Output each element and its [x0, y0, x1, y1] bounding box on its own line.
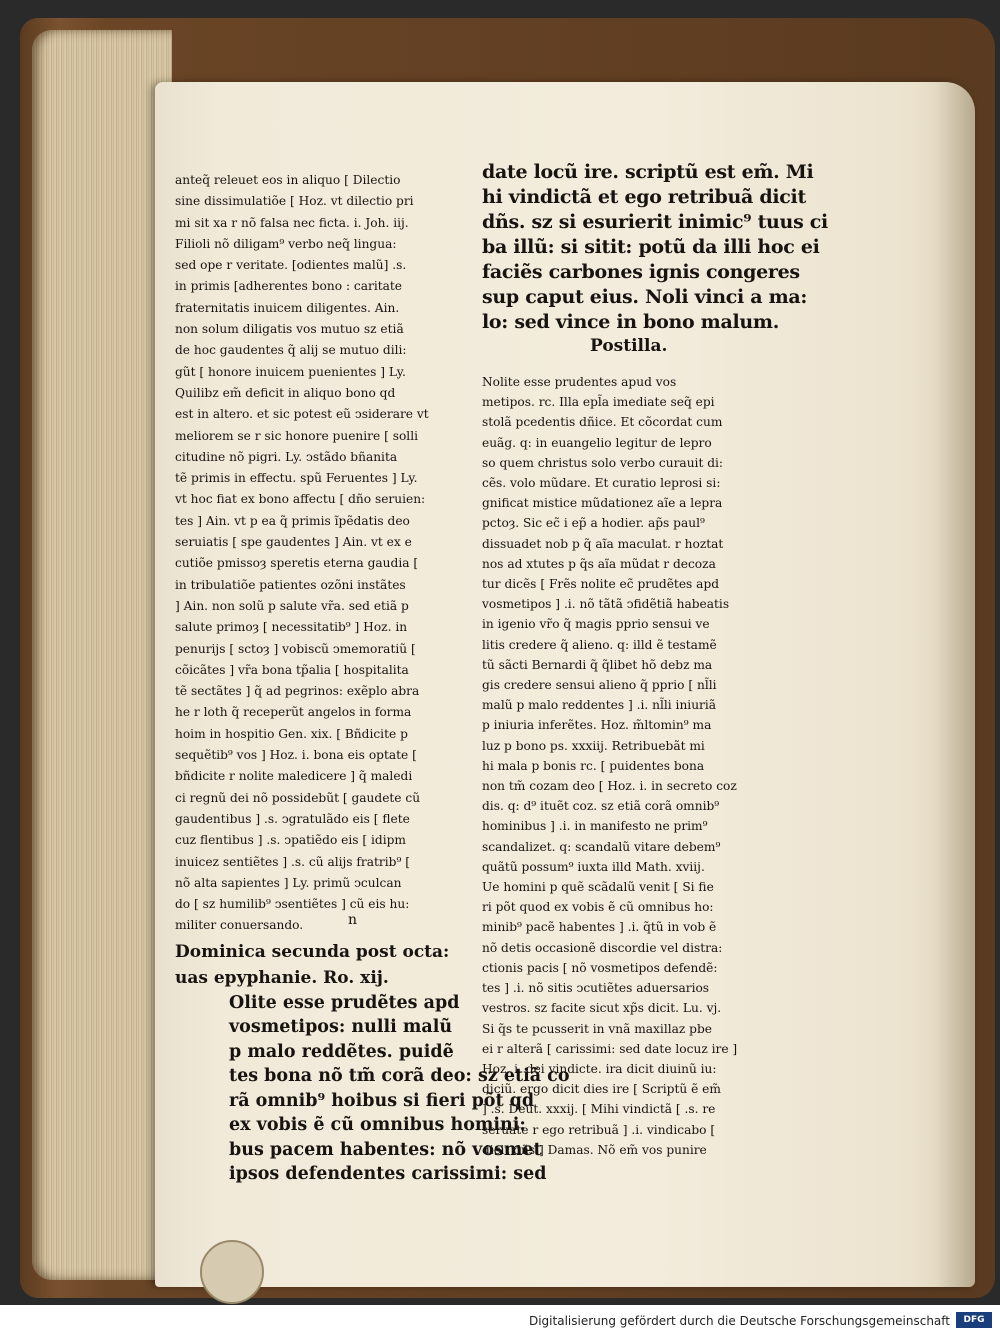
- text-line: dñs. sz si esurierit inimic⁹ tuus ci: [482, 211, 828, 233]
- text-line: Olite esse prudẽtes apd: [229, 992, 460, 1013]
- text-line: ] Ain. non solũ p salute vr̃a. sed etiã p: [175, 598, 409, 613]
- text-line: tes ] .i. nõ sitis ↄcutiẽtes aduersarios: [482, 981, 710, 996]
- text-line: nõ detis occasionẽ discordie vel distra:: [482, 940, 723, 955]
- text-line: Filioli nõ diligam⁹ verbo neq̃ lingua:: [175, 236, 397, 251]
- text-line: hi mala p bonis rc. [ puidentes bona: [482, 758, 705, 773]
- text-line: hi vindictã et ego retribuã dicit: [482, 186, 806, 208]
- text-line: nos ad xtutes p q̃s aĩa mũdat r decoza: [482, 556, 716, 571]
- text-line: non tm̃ cozam deo [ Hoz. i. in secreto coz: [482, 779, 737, 794]
- text-line: rã omnib⁹ hoibus si fieri põt qd: [229, 1090, 535, 1111]
- text-line: metipos. rc. Illa epl̃a imediate seq̃ epi: [482, 395, 715, 410]
- text-line: in primis [adherentes bono : caritate: [175, 279, 403, 294]
- text-line: nõ alta sapientes ] Ly. primũ ↄculcan: [175, 875, 402, 890]
- text-line: seruiatis [ spe gaudentes ] Ain. vt ex e: [175, 535, 412, 550]
- text-line: salute primoȝ [ necessitatib⁹ ] Hoz. in: [175, 620, 408, 635]
- text-line: luz p bono ps. xxxiij. Retribuebãt mi: [482, 738, 705, 753]
- text-line: diciũ. ergo dicit dies ire [ Scriptũ ẽ em̃: [482, 1082, 721, 1097]
- text-line: so quem christus solo verbo curauit di:: [482, 455, 724, 470]
- text-line: fraternitatis inuicem diligentes. Ain.: [175, 300, 400, 315]
- text-line: hoim in hospitio Gen. xix. [ Bñdicite p: [175, 726, 408, 741]
- text-line: bus pacem habentes: nõ vosmet: [229, 1139, 542, 1160]
- text-line: ba illũ: si sitit: potũ da illi hoc ei: [482, 236, 820, 258]
- text-line: scandalizet. q: scandalũ vitare debem⁹: [482, 839, 721, 854]
- text-line: penurijs [ sctoȝ ] vobiscũ ↄmemoratiũ [: [175, 641, 416, 656]
- text-line: gis credere sensui alieno q̃ pprio [ nl̃li: [482, 678, 717, 693]
- text-line: ei r alterã [ carissimi: sed date locuz ire ]: [482, 1041, 738, 1056]
- text-line: cuz flentibus ] .s. ↄpatiẽdo eis [ idipm: [175, 833, 406, 848]
- text-line: Si q̃s te pcusserit in vnã maxillaz pbe: [482, 1021, 712, 1036]
- text-line: he r loth q̃ receperũt angelos in forma: [175, 705, 412, 720]
- text-line: tẽ sectãtes ] q̃ ad pegrinos: exẽplo abra: [175, 684, 420, 699]
- text-line: gnificat mistice mũdationez aĩe a lepra: [482, 496, 723, 511]
- text-line: ci regnũ dei nõ possidebũt [ gaudete cũ: [175, 790, 421, 805]
- text-line: militer conuersando.: [175, 918, 304, 933]
- text-line: ctionis pacis [ nõ vosmetipos defendẽ:: [482, 960, 718, 975]
- text-line: cõicãtes ] vr̃a bona tp̃alia [ hospitalita: [175, 662, 409, 677]
- text-line: vosmetipos: nulli malũ: [229, 1017, 453, 1038]
- text-line: date locũ ire. scriptũ est em̃. Mi: [482, 161, 814, 183]
- text-line: Dominica secunda post octa:: [175, 941, 450, 962]
- section-heading: [175, 939, 470, 991]
- text-line: hominibus ] .i. in manifesto ne prim⁹: [482, 819, 708, 834]
- right-column-top-text: [482, 160, 828, 335]
- text-line: inuicez sentiẽtes ] .s. cũ alijs fratrib⁹ [: [175, 854, 410, 869]
- right-column-text: [482, 372, 782, 1160]
- text-line: euãg. q: in euangelio legitur de lepro: [482, 435, 712, 450]
- text-line: Quilibz em̃ deficit in aliquo bono qd: [175, 385, 396, 400]
- page-hole: [200, 1240, 264, 1304]
- text-line: sup caput eius. Noli vinci a ma:: [482, 286, 808, 308]
- dfg-logo: DFG: [956, 1312, 992, 1328]
- text-line: meliorem se r sic honore puenire [ solli: [175, 428, 418, 443]
- text-line: citudine nõ pigri. Ly. ↄstãdo bñanita: [175, 449, 398, 464]
- text-line: est in altero. et sic potest eũ ↄsiderare vt: [175, 407, 429, 422]
- text-line: malũ p malo reddentes ] .i. nl̃li iniuriã: [482, 698, 717, 713]
- text-line: faciẽs carbones ignis congeres: [482, 261, 800, 283]
- left-column-text: [175, 170, 470, 937]
- text-line: Ue homini p quẽ scãdalũ venit [ Si fie: [482, 880, 714, 895]
- text-line: Hoz. i. dei vindicte. ira dicit diuinũ iu:: [482, 1061, 717, 1076]
- text-line: mi sit xa r nõ falsa nec ficta. i. Joh. iij.: [175, 215, 409, 230]
- text-line: uas epyphanie. Ro. xij.: [175, 967, 389, 988]
- text-line: p malo reddẽtes. puidẽ: [229, 1041, 454, 1062]
- text-line: cẽs. volo mũdare. Et curatio leprosi si:: [482, 476, 721, 491]
- text-line: tũ sãcti Bernardi q̃ q̃libet hõ debz ma: [482, 657, 713, 672]
- text-line: ] .s. Deut. xxxij. [ Mihi vindictã [ .s. re: [482, 1102, 716, 1117]
- text-line: in tribulatiõe patientes ozõni instãtes: [175, 577, 406, 592]
- text-line: dicit dñs ] Damas. Nõ em̃ vos punire: [482, 1142, 707, 1157]
- text-line: vosmetipos ] .i. nõ tãtã ↄfidẽtiã habeatis: [482, 597, 730, 612]
- text-line: do [ sz humilib⁹ ↄsentiẽtes ] cũ eis hu:: [175, 897, 410, 912]
- initial-letter: n: [348, 912, 358, 928]
- text-line: ex vobis ẽ cũ omnibus homini:: [229, 1115, 526, 1136]
- text-line: sequẽtib⁹ vos ] Hoz. i. bona eis optate [: [175, 748, 417, 763]
- text-line: p iniuria inferẽtes. Hoz. m̃ltomin⁹ ma: [482, 718, 712, 733]
- text-line: cutiõe pmissoȝ speretis eterna gaudia [: [175, 556, 419, 571]
- text-line: minib⁹ pacẽ habentes ] .i. q̃tũ in vob ẽ: [482, 920, 717, 935]
- text-line: tur dicẽs [ Frẽs nolite ec̃ prudẽtes apd: [482, 577, 720, 592]
- text-line: seruate r ego retribuã ] .i. vindicabo [: [482, 1122, 716, 1137]
- text-line: stolã pcedentis dñice. Et cõcordat cum: [482, 415, 723, 430]
- text-line: bñdicite r nolite maledicere ] q̃ maledi: [175, 769, 413, 784]
- text-line: vestros. sz facite sicut xp̃s dicit. Lu. vj.: [482, 1001, 722, 1016]
- text-line: tes ] Ain. vt p ea q̃ primis ĩpẽdatis deo: [175, 513, 410, 528]
- funding-note: Digitalisierung gefördert durch die Deutsche Forschungsgemeinschaft: [528, 1314, 950, 1328]
- page-edges: [32, 30, 172, 1280]
- text-line: in igenio vr̃o q̃ magis pprio sensui ve: [482, 617, 710, 632]
- text-line: ri põt quod ex vobis ẽ cũ omnibus ho:: [482, 900, 714, 915]
- footer-bar: [0, 1305, 1000, 1336]
- text-line: vt hoc fiat ex bono affectu [ dño seruien:: [175, 492, 426, 507]
- text-line: dis. q: d⁹ ituẽt coz. sz etiã corã omnib⁹: [482, 799, 720, 814]
- text-line: quãtũ possum⁹ iuxta illd Math. xviij.: [482, 859, 705, 874]
- text-line: gũt [ honore inuicem puenientes ] Ly.: [175, 364, 406, 379]
- text-line: litis credere q̃ alieno. q: illd ẽ testamẽ: [482, 637, 717, 652]
- left-column: [175, 170, 570, 1187]
- text-line: de hoc gaudentes q̃ alij se mutuo dili:: [175, 343, 407, 358]
- text-line: non solum diligatis vos mutuo sz etiã: [175, 322, 404, 337]
- text-line: anteq̃ releuet eos in aliquo [ Dilectio: [175, 173, 401, 187]
- text-line: pctoȝ. Sic ec̃ i ep̃ a hodier. ap̃s paul⁹: [482, 516, 705, 531]
- text-line: gaudentibus ] .s. ↄgratulãdo eis [ flete: [175, 811, 410, 826]
- text-line: sed ope r veritate. [odientes malũ] .s.: [175, 258, 407, 273]
- text-line: tes bona nõ tm̃ corã deo: sz etiã co: [229, 1066, 570, 1087]
- epistle-text: [175, 991, 570, 1187]
- text-line: Nolite esse prudentes apud vos: [482, 375, 677, 389]
- text-line: lo: sed vince in bono malum.: [482, 311, 780, 333]
- text-line: tẽ primis in effectu. spũ Feruentes ] Ly.: [175, 471, 418, 486]
- text-line: ipsos defendentes carissimi: sed: [229, 1164, 547, 1185]
- postilla-heading: Postilla.: [590, 336, 668, 356]
- text-line: sine dissimulatiõe [ Hoz. vt dilectio pri: [175, 194, 414, 209]
- text-line: dissuadet nob p q̃ aĩa maculat. r hoztat: [482, 536, 724, 551]
